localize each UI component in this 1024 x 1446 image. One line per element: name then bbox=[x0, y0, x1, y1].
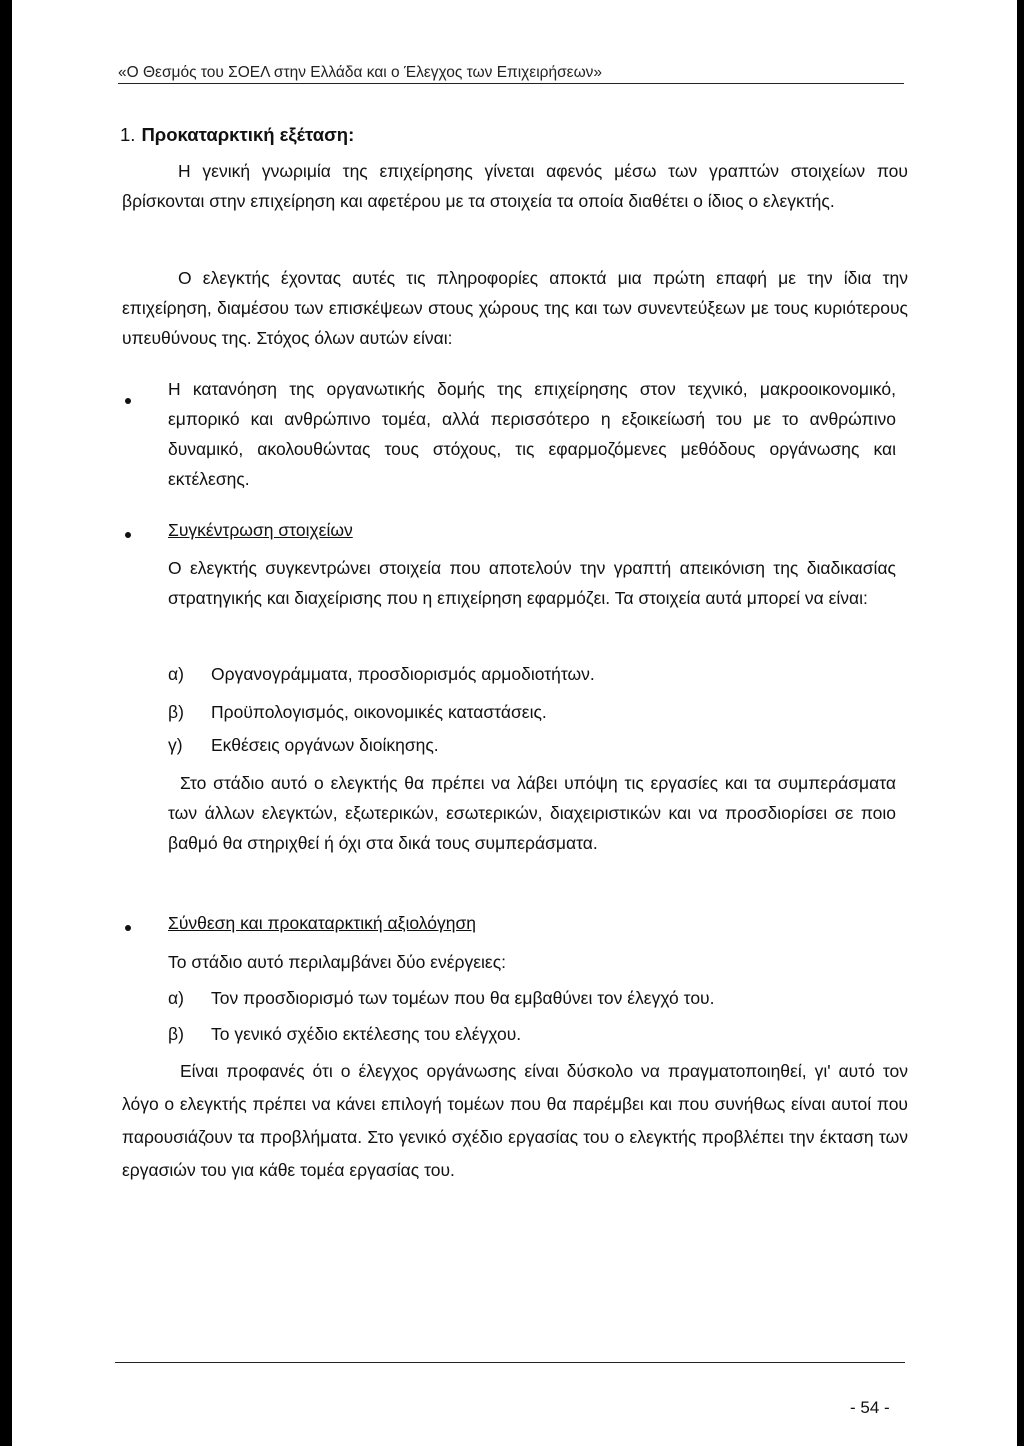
list-marker: α) bbox=[168, 664, 184, 684]
page-number: - 54 - bbox=[850, 1398, 890, 1417]
list-marker: α) bbox=[168, 988, 184, 1008]
section-heading: Προκαταρκτική εξέταση: bbox=[141, 124, 355, 145]
bullet-text-synthesis: Το στάδιο αυτό περιλαμβάνει δύο ενέργειες: bbox=[168, 952, 507, 972]
intro-paragraph: Η γενική γνωριμία της επιχείρησης γίνεται αφενός μέσω των γραπτών στοιχείων που βρίσκονται στην επιχείρηση και αφετέρου με τα στοιχεία τα οποία διαθέτει ο ίδιος ο ελεγκτής. bbox=[122, 161, 908, 211]
closing-paragraph: Είναι προφανές ότι ο έλεγχος οργάνωσης είναι δύσκολο να πραγματοποιηθεί, γι' αυτό τον λόγο ο ελεγκτής πρέπει να κάνει επιλογή τομέων που θα παρέμβει και που συνήθως είναι αυτοί που παρουσιάζουν τα προβλήματα. Στο γενικό σχέδιο εργασίας του ο ελεγκτής προβλέπει την έκταση των εργασιών του για κάθε τομέα εργασίας του. bbox=[122, 1061, 908, 1180]
section-title bbox=[120, 124, 354, 146]
bullet-heading-synthesis: Σύνθεση και προκαταρκτική αξιολόγηση bbox=[168, 913, 476, 933]
section-number: 1. bbox=[120, 124, 136, 145]
bullet-dot bbox=[125, 398, 131, 404]
second-paragraph: Ο ελεγκτής έχοντας αυτές τις πληροφορίες αποκτά μια πρώτη επαφή με την ίδια την επιχείρηση, διαμέσου των επισκέψεων στους χώρους της και των συνεντεύξεων με τους κυριότερους υπευθύνους της. Στόχος όλων αυτών είναι: bbox=[122, 268, 908, 348]
bullet-dot bbox=[125, 532, 131, 538]
bullet-text-organizational-structure: Η κατανόηση της οργανωτικής δομής της επιχείρησης στον τεχνικό, μακροοικονομικό, εμπορικό και ανθρώπινο τομέα, αλλά περισσότερο η εξοικείωσή του με το ανθρώπινο δυναμικό, ακολουθώντας τους στόχους, τις εφαρμοζόμενες μεθόδους οργάνωσης και εκτέλεσης. bbox=[168, 379, 896, 489]
running-header: «Ο Θεσμός του ΣΟΕΛ στην Ελλάδα και ο Έλεγχος των Επιχειρήσεων» bbox=[118, 64, 904, 84]
bullet-text-data-collection: Ο ελεγκτής συγκεντρώνει στοιχεία που αποτελούν την γραπτή απεικόνιση της διαδικασίας στρατηγικής και διαχείρισης που η επιχείρηση εφαρμόζει. Τα στοιχεία αυτά μπορεί να είναι: bbox=[168, 558, 896, 608]
list-marker: β) bbox=[168, 1024, 184, 1044]
list-item-text: Εκθέσεις οργάνων διοίκησης. bbox=[211, 735, 439, 755]
list-item-text: Το γενικό σχέδιο εκτέλεσης του ελέγχου. bbox=[211, 1024, 522, 1044]
list-item bbox=[168, 988, 714, 1009]
bullet-dot bbox=[125, 925, 131, 931]
list-marker: β) bbox=[168, 702, 184, 722]
list-marker: γ) bbox=[168, 735, 183, 755]
list-item-text: Οργανογράμματα, προσδιορισμός αρμοδιοτήτων. bbox=[211, 664, 595, 684]
list-item bbox=[168, 664, 595, 685]
stage-paragraph: Στο στάδιο αυτό ο ελεγκτής θα πρέπει να λάβει υπόψη τις εργασίες και τα συμπεράσματα των άλλων ελεγκτών, εξωτερικών, εσωτερικών, διαχειριστικών και να προσδιορίσει σε ποιο βαθμό θα στηριχθεί ή όχι στα δικά τους συμπεράσματα. bbox=[168, 773, 896, 853]
list-item-text: Τον προσδιορισμό των τομέων που θα εμβαθύνει τον έλεγχό του. bbox=[211, 988, 715, 1008]
list-item bbox=[168, 702, 547, 723]
footer-rule bbox=[115, 1362, 905, 1363]
list-item bbox=[168, 735, 439, 756]
document-page bbox=[12, 0, 1017, 1446]
list-item-text: Προϋπολογισμός, οικονομικές καταστάσεις. bbox=[211, 702, 547, 722]
bullet-heading-data-collection: Συγκέντρωση στοιχείων bbox=[168, 520, 353, 540]
list-item bbox=[168, 1024, 521, 1045]
